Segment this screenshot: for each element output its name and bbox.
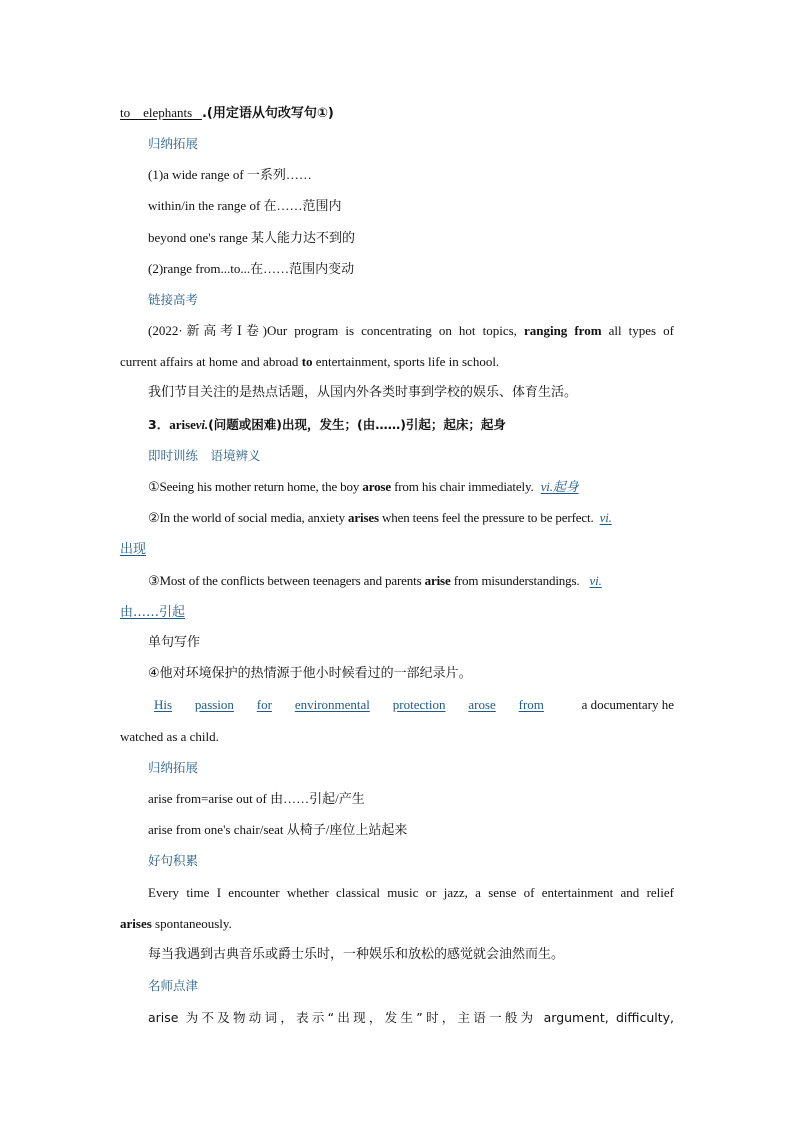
induction-item-3: beyond one's range 某人能力达不到的 xyxy=(148,230,356,245)
writing-tail-1: a documentary he xyxy=(581,697,674,712)
gaokao-text-c: all types of xyxy=(601,323,674,338)
writing-heading: 单句写作 xyxy=(148,635,201,650)
rewrite-answer-line xyxy=(120,105,674,122)
practice-sentence-2 xyxy=(148,510,674,526)
teacher-tip-line: arise 为不及物动词，表示“出现，发生”时，主语一般为 argument, difficulty, xyxy=(148,1010,674,1025)
writing-tail-2: watched as a child. xyxy=(120,729,219,744)
goodsent-line-1: Every time I encounter whether classical music or jazz, a sense of entertainment and relief xyxy=(148,885,674,900)
induction-item-1: (1)a wide range of 一系列…… xyxy=(148,167,312,182)
gaokao-sentence-line-2 xyxy=(120,354,674,370)
practice-s1-text-tail: from his chair immediately. xyxy=(390,479,537,494)
practice-s1-answer xyxy=(537,479,593,494)
practice-s2-text-tail: when teens feel the pressure to be perfect. xyxy=(378,510,594,525)
practice-s3-text: ③Most of the conflicts between teenagers and parents xyxy=(148,573,425,588)
rewrite-answer-tail: to elephants xyxy=(120,105,202,120)
induction-item-4: (2)range from...to...在……范围内变动 xyxy=(148,261,355,276)
induction2-item-1: arise from=arise out of 由……引起/产生 xyxy=(148,791,365,806)
gaokao-text-2c: entertainment, sports life in school. xyxy=(312,354,500,369)
practice-s1-answer-text: vi.起身 xyxy=(540,479,579,494)
writing-answer-word: passion xyxy=(194,697,234,712)
entry-arise-heading xyxy=(148,417,674,433)
gaokao-sentence-line-1 xyxy=(148,323,674,339)
entry-pos: vi. xyxy=(195,418,209,432)
gaokao-bold-phrase: ranging from xyxy=(523,323,602,338)
entry-number: 3． xyxy=(148,417,170,432)
writing-answer-word: from xyxy=(518,697,544,712)
writing-answer-word: environmental xyxy=(294,697,370,712)
writing-answer-word: arose xyxy=(468,697,496,712)
practice-s1-text: ①Seeing his mother return home, the boy xyxy=(148,479,363,494)
practice-s3-answer-pos: vi. xyxy=(589,573,602,588)
goodsent-text-tail: spontaneously. xyxy=(151,916,232,931)
induction-item-2: within/in the range of 在……范围内 xyxy=(148,198,342,213)
goodsent-bold-arises: arises xyxy=(120,916,152,931)
practice-s3-text-tail: from misunderstandings. xyxy=(450,573,580,588)
writing-prompt: ④他对环境保护的热情源于他小时候看过的一部纪录片。 xyxy=(148,666,472,681)
writing-answer-word: for xyxy=(256,697,272,712)
practice-s3-answer-meaning: 由……引起 xyxy=(120,605,186,620)
practice-sentence-2-cont xyxy=(120,541,674,558)
goodsent-translation: 每当我遇到古典音乐或爵士乐时，一种娱乐和放松的感觉就会油然而生。 xyxy=(148,947,565,962)
induction2-item-2: arise from one's chair/seat 从椅子/座位上站起来 xyxy=(148,822,408,837)
practice-s2-answer-pos: vi. xyxy=(599,510,612,525)
practice-sentence-3 xyxy=(148,573,674,589)
goodsent-line-2 xyxy=(120,916,674,932)
practice-s2-bold: arises xyxy=(348,510,379,525)
practice-sentence-1 xyxy=(148,479,674,495)
gaokao-translation: 我们节目关注的是热点话题，从国内外各类时事到学校的娱乐、体育生活。 xyxy=(148,385,578,400)
writing-answer-word: protection xyxy=(392,697,446,712)
goodsent-heading: 好句积累 xyxy=(148,853,199,868)
writing-answer-line xyxy=(148,697,674,713)
writing-answer-word: His xyxy=(154,697,173,712)
rewrite-instruction: .(用定语从句改写句①) xyxy=(201,106,334,121)
practice-sentence-3-cont xyxy=(120,604,674,621)
writing-answer-blank xyxy=(148,697,560,713)
practice-s3-bold: arise xyxy=(424,573,451,588)
teacher-tip-heading: 名师点津 xyxy=(148,978,199,993)
practice-heading: 即时训练 语境辨义 xyxy=(148,448,261,463)
gaokao-heading: 链接高考 xyxy=(148,292,199,307)
induction-heading-1: 归纳拓展 xyxy=(148,136,199,151)
gaokao-text-2a: current affairs at home and abroad xyxy=(120,354,302,369)
practice-s1-bold: arose xyxy=(362,479,391,494)
induction-heading-2: 归纳拓展 xyxy=(148,760,199,775)
gaokao-bold-to: to xyxy=(301,354,313,369)
entry-meaning: (问题或困难)出现，发生；(由……)引起；起床；起身 xyxy=(208,417,506,432)
gaokao-text-a: (2022·新高考Ⅰ卷)Our program is concentrating on hot topics, xyxy=(148,323,524,338)
practice-s2-answer-meaning: 出现 xyxy=(120,542,147,557)
entry-word: arise xyxy=(169,417,196,432)
practice-s2-text: ②In the world of social media, anxiety xyxy=(148,510,349,525)
